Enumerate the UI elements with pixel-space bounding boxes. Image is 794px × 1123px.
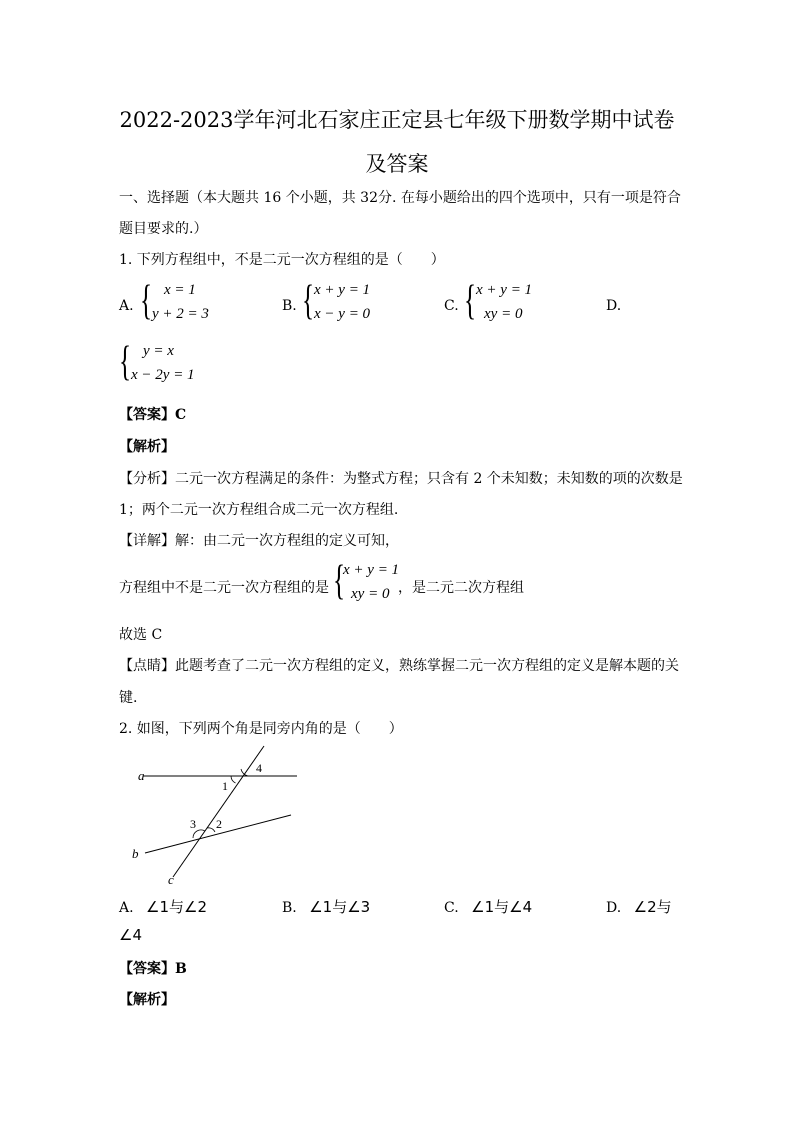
figure-label-3: 3 [190,817,196,831]
q2-figure [119,740,319,890]
q2-option-a-label: A. [119,900,134,916]
q1-jiexi-heading: 【解析】 [119,439,175,455]
brace-icon: { [119,339,132,385]
q1-option-d-eq1: y = x [143,343,174,359]
q1-option-a-eq2: y + 2 = 3 [152,306,209,322]
q2-option-a-text: ∠1与∠2 [146,898,207,916]
q1-option-a-label: A. [119,298,134,314]
document-title-line1: 2022-2023学年河北石家庄正定县七年级下册数学期中试卷 [119,108,675,132]
q2-option-c-text: ∠1与∠4 [471,898,533,916]
q2-option-a [119,896,207,917]
q1-option-d-eq2: x − 2y = 1 [131,367,195,383]
document-title-line2: 及答案 [365,152,429,176]
figure-label-c: c [168,872,174,887]
q1-detail-eq2: xy = 0 [351,586,390,602]
angle-1-arc [231,776,236,783]
q2-jiexi-heading: 【解析】 [119,992,175,1008]
brace-icon: { [464,278,477,324]
figure-label-2: 2 [216,817,222,831]
q1-comment-line1: 【点睛】此题考查了二元一次方程组的定义，熟练掌握二元一次方程组的定义是解本题的关 [119,658,679,674]
question-1-stem: 1. 下列方程组中，不是二元一次方程组的是（ ） [119,252,445,268]
angle-2-arc [207,828,215,832]
q1-option-b-eq2: x − y = 0 [314,306,371,322]
q1-detail-suffix: ，是二元二次方程组 [398,580,524,596]
q1-option-c-eq1: x + y = 1 [476,282,533,298]
q2-option-d-text: ∠2与 [633,898,672,916]
q1-detail-line1: 【详解】解：由二元一次方程组的定义可知， [119,533,399,549]
q2-option-b-text: ∠1与∠3 [309,898,371,916]
brace-icon: { [302,278,315,324]
q2-option-b [282,896,370,917]
brace-icon: { [333,558,346,604]
brace-icon: { [140,278,153,324]
question-2-stem: 2. 如图，下列两个角是同旁内角的是（ ） [119,721,403,737]
figure-label-b: b [132,846,139,861]
q2-option-b-label: B. [282,900,297,916]
q1-analysis-line2: 1；两个二元一次方程组合成二元一次方程组. [119,502,399,518]
q2-option-d [606,896,672,917]
q1-option-a-eq1: x = 1 [164,282,196,298]
q1-choose: 故选 C [119,627,163,643]
q1-option-b-label: B. [282,298,297,314]
q1-option-b-eq1: x + y = 1 [314,282,371,298]
figure-label-a: a [138,768,145,783]
q2-option-d-label: D. [606,900,622,916]
line-c [173,746,264,877]
q1-detail-eq1: x + y = 1 [343,562,400,578]
q1-detail-prefix: 方程组中不是二元一次方程组的是 [119,580,329,596]
figure-label-1: 1 [222,779,228,793]
q2-option-d-wrap: ∠4 [119,926,142,944]
q1-comment-line2: 键. [119,690,138,706]
q1-option-c-eq2: xy = 0 [484,306,523,322]
q1-option-d-label: D. [606,298,622,314]
q2-option-c-label: C. [444,900,459,916]
q1-option-c-label: C. [444,298,459,314]
q1-answer: 【答案】C [119,407,187,423]
q1-analysis-line1: 【分析】二元一次方程满足的条件：为整式方程；只含有 2 个未知数；未知数的项的次数是 [119,471,683,487]
section-heading-line2: 题目要求的.） [119,221,208,237]
q2-option-c [444,896,532,917]
figure-label-4: 4 [256,761,262,775]
section-heading-line1: 一、选择题（本大题共 16 个小题，共 32分. 在每小题给出的四个选项中，只有一项是符合 [119,190,681,206]
q2-answer: 【答案】B [119,961,187,977]
